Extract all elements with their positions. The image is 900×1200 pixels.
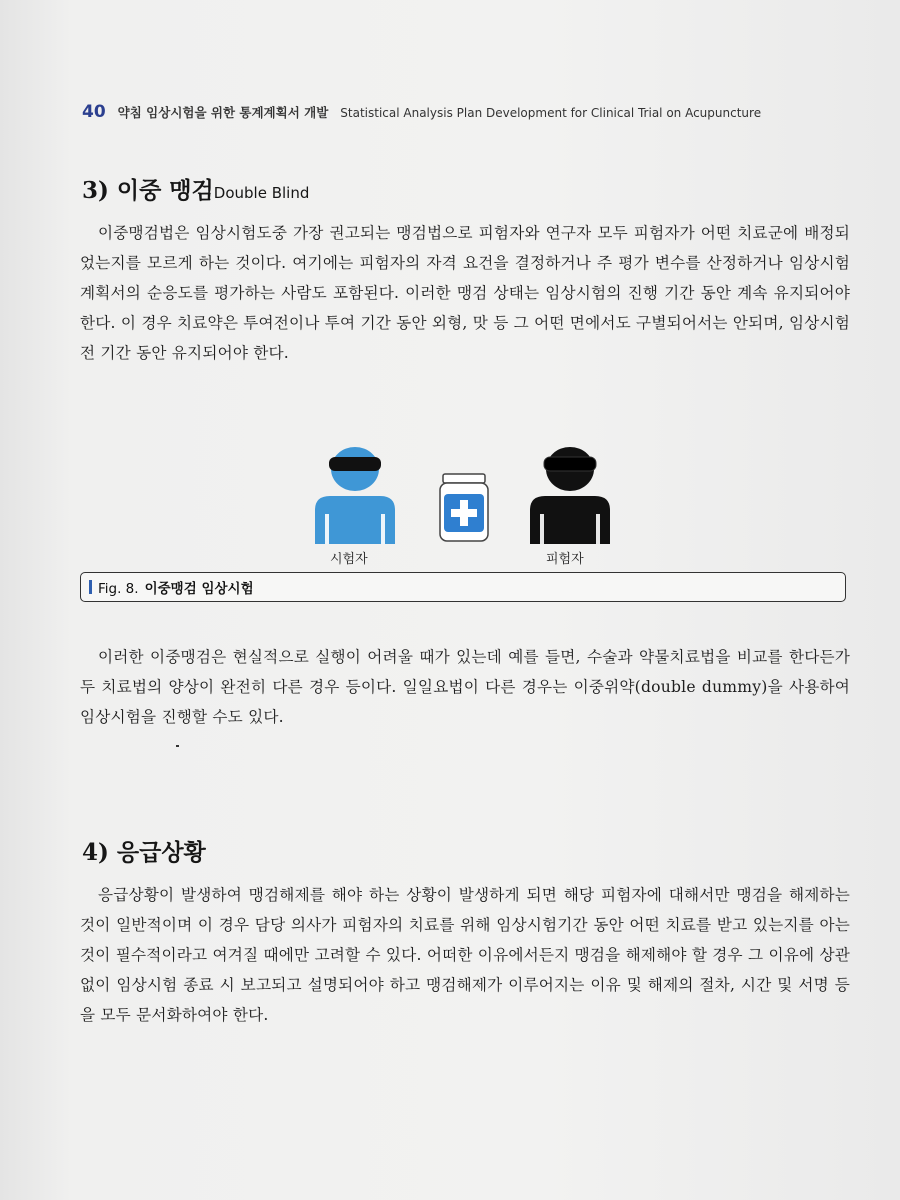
running-head-title-ko: 약침 임상시험을 위한 통계계획서 개발 bbox=[117, 105, 329, 120]
paragraph-emergency-unblinding: 응급상황이 발생하여 맹검해제를 해야 하는 상황이 발생하게 되면 해당 피험자에 대해서만 맹검을 해제하는 것이 일반적이며 이 경우 담당 의사가 피험자의 치료를 위해 임상시험기간 동안 어떤 치료를 받고 있는지를 아는 것이 필수적이라고 여겨질 때에만 고려할 수 있다. 어떠한 이유에서든지 맹검을 해제해야 할 경우 그 이유에 상관없이 임상시험 종료 시 보고되고 설명되어야 하고 맹검해제가 이루어지는 이유 및 해제의 절차, 시간 및 서명 등을 모두 문서화하여야 한다. bbox=[80, 886, 850, 1024]
section-heading-emergency-text: 4) 응급상황 bbox=[82, 839, 206, 866]
blindfolded-researcher-icon bbox=[315, 447, 395, 544]
caption-accent-bar bbox=[89, 580, 92, 594]
section-heading-ko: 3) 이중 맹검 bbox=[82, 177, 214, 204]
figure-caption bbox=[80, 572, 846, 602]
ink-speck bbox=[176, 745, 179, 747]
section-heading-en: Double Blind bbox=[213, 184, 310, 202]
subject-label: 피험자 bbox=[546, 552, 584, 567]
caption-number: Fig. 8. bbox=[98, 581, 139, 597]
running-head bbox=[82, 102, 852, 122]
blindfolded-subject-icon bbox=[530, 447, 610, 544]
researcher-label: 시험자 bbox=[330, 552, 368, 567]
double-blind-figure bbox=[300, 444, 620, 574]
page-number: 40 bbox=[82, 102, 106, 122]
section-heading-emergency bbox=[82, 834, 206, 867]
paragraph-double-blind-limitations: 이러한 이중맹검은 현실적으로 실행이 어려울 때가 있는데 예를 들면, 수술과 약물치료법을 비교를 한다든가 두 치료법의 양상이 완전히 다른 경우 등이다. 일일요법이 다른 경우는 이중위약(double dummy)을 사용하여 임상시험을 진행할 수도 있다. bbox=[80, 648, 850, 726]
medicine-bottle-icon bbox=[440, 474, 488, 541]
section-heading-double-blind bbox=[82, 172, 309, 205]
running-head-title-en: Statistical Analysis Plan Development for Clinical Trial on Acupuncture bbox=[340, 106, 762, 120]
caption-title: 이중맹검 임상시험 bbox=[144, 581, 254, 597]
paragraph-double-blind-definition: 이중맹검법은 임상시험도중 가장 권고되는 맹검법으로 피험자와 연구자 모두 피험자가 어떤 치료군에 배정되었는지를 모르게 하는 것이다. 여기에는 피험자의 자격 요건을 결정하거나 주 평가 변수를 산정하거나 임상시험계획서의 순응도를 평가하는 사람도 포함된다. 이러한 맹검 상태는 임상시험의 진행 기간 동안 계속 유지되어야 한다. 이 경우 치료약은 투여전이나 투여 기간 동안 외형, 맛 등 그 어떤 면에서도 구별되어서는 안되며, 임상시험 전 기간 동안 유지되어야 한다. bbox=[80, 224, 850, 362]
caption-text bbox=[98, 577, 260, 597]
